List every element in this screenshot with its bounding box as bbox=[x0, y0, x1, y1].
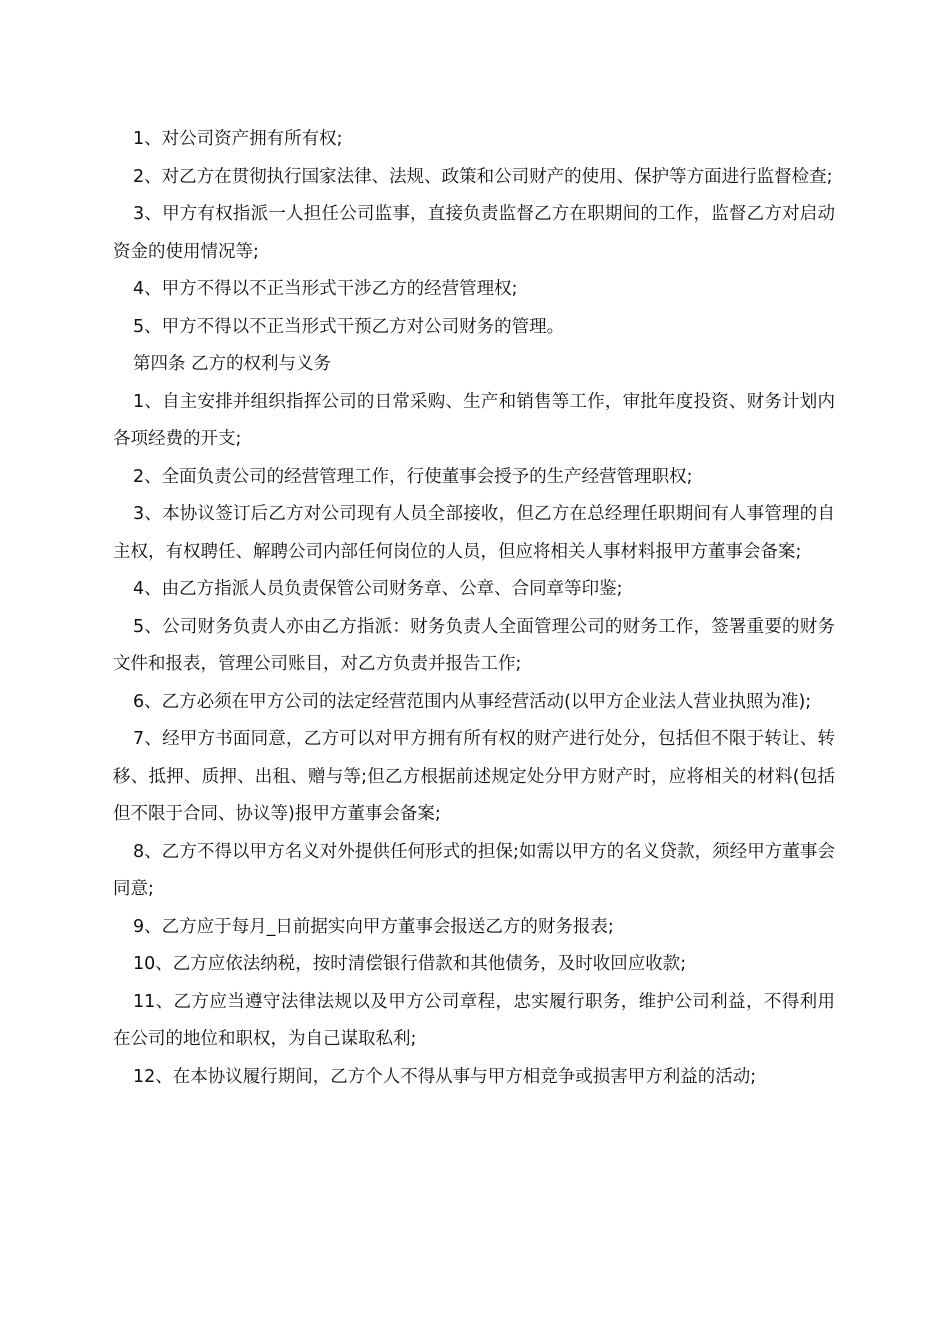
paragraph-1: 1、对公司资产拥有所有权; bbox=[133, 129, 343, 149]
paragraph-16: 11、乙方应当遵守法律法规以及甲方公司章程，忠实履行职务，维护公司利益，不得利用在公司的地位和职权，为自己谋取私利; bbox=[113, 991, 835, 1049]
paragraph-7: 2、全面负责公司的经营管理工作，行使董事会授予的生产经营管理职权; bbox=[133, 466, 693, 487]
paragraph-6: 1、自主安排并组织指挥公司的日常采购、生产和销售等工作，审批年度投资、财务计划内各项经费的开支; bbox=[113, 391, 835, 449]
paragraph-3: 3、甲方有权指派一人担任公司监事，直接负责监督乙方在职期间的工作，监督乙方对启动资金的使用情况等; bbox=[113, 204, 835, 262]
section-heading-article-4: 第四条 乙方的权利与义务 bbox=[133, 354, 332, 374]
paragraph-9: 4、由乙方指派人员负责保管公司财务章、公章、合同章等印鉴; bbox=[133, 579, 623, 599]
paragraph-10: 5、公司财务负责人亦由乙方指派：财务负责人全面管理公司的财务工作，签署重要的财务文件和报表，管理公司账目，对乙方负责并报告工作; bbox=[113, 616, 835, 674]
paragraph-15: 10、乙方应依法纳税，按时清偿银行借款和其他债务，及时收回应收款; bbox=[133, 954, 687, 974]
paragraph-2: 2、对乙方在贯彻执行国家法律、法规、政策和公司财产的使用、保护等方面进行监督检查; bbox=[133, 166, 833, 187]
paragraph-4: 4、甲方不得以不正当形式干涉乙方的经营管理权; bbox=[133, 279, 518, 299]
document-body bbox=[113, 121, 835, 1096]
paragraph-17: 12、在本协议履行期间，乙方个人不得从事与甲方相竞争或损害甲方利益的活动; bbox=[133, 1066, 757, 1087]
paragraph-11: 6、乙方必须在甲方公司的法定经营范围内从事经营活动(以甲方企业法人营业执照为准); bbox=[133, 691, 812, 712]
paragraph-5: 5、甲方不得以不正当形式干预乙方对公司财务的管理。 bbox=[133, 316, 565, 337]
paragraph-12: 7、经甲方书面同意，乙方可以对甲方拥有所有权的财产进行处分，包括但不限于转让、转移、抵押、质押、出租、赠与等;但乙方根据前述规定处分甲方财产时，应将相关的材料(包括但不限于合同、协议等)报甲方董事会备案; bbox=[113, 729, 835, 824]
paragraph-13: 8、乙方不得以甲方名义对外提供任何形式的担保;如需以甲方的名义贷款，须经甲方董事会同意; bbox=[113, 841, 835, 899]
paragraph-14: 9、乙方应于每月_日前据实向甲方董事会报送乙方的财务报表; bbox=[133, 916, 614, 937]
paragraph-8: 3、本协议签订后乙方对公司现有人员全部接收，但乙方在总经理任职期间有人事管理的自主权，有权聘任、解聘公司内部任何岗位的人员，但应将相关人事材料报甲方董事会备案; bbox=[113, 504, 835, 562]
